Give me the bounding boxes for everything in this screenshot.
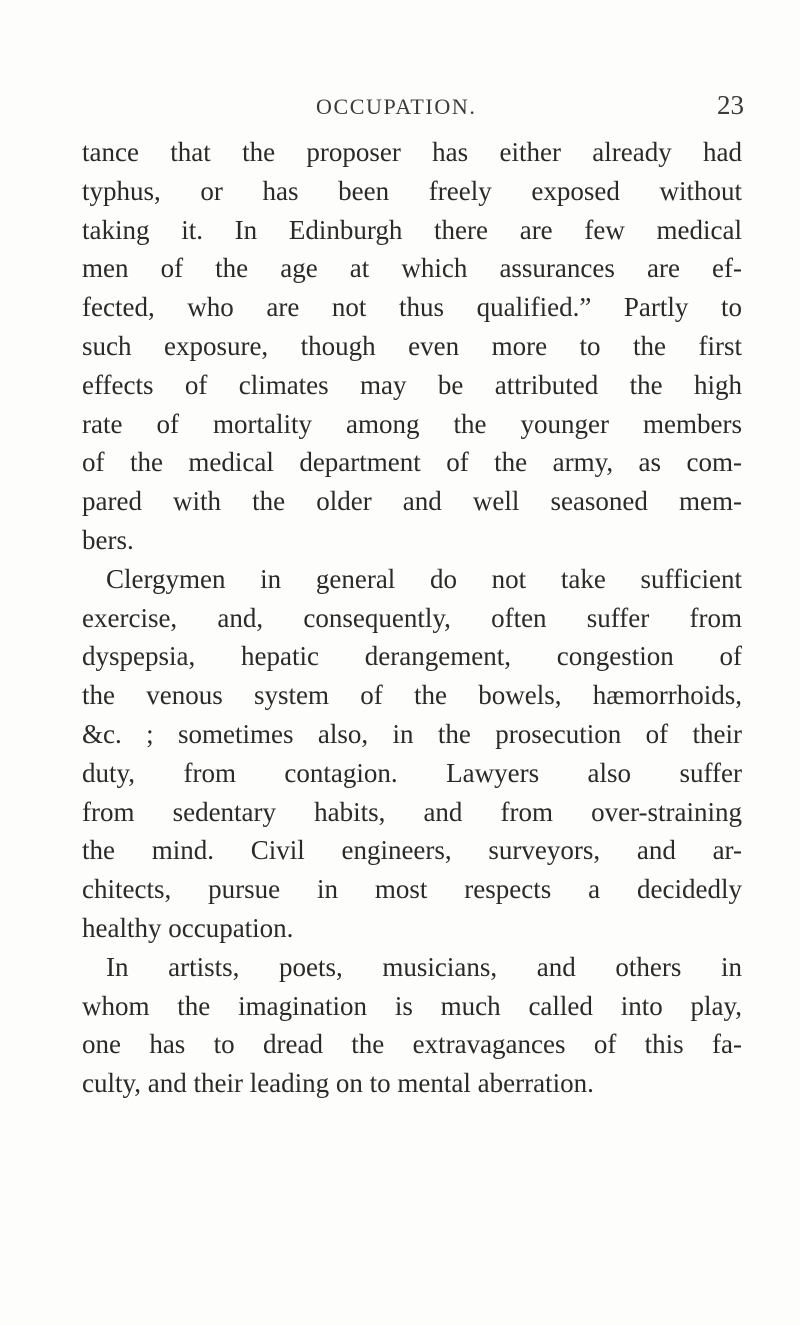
- text-line: taking it. In Edinburgh there are few medical: [82, 214, 742, 245]
- text-line: whom the imagination is much called into play,: [82, 990, 742, 1021]
- text-line: dyspepsia, hepatic derangement, congestion of: [82, 641, 742, 672]
- text-line: one has to dread the extravagances of this fa-: [82, 1029, 742, 1060]
- text-line: exercise, and, consequently, often suffer from: [82, 602, 742, 633]
- paragraph-artists: [82, 948, 742, 1103]
- text-line: duty, from contagion. Lawyers also suffer: [82, 757, 742, 788]
- text-line: typhus, or has been freely exposed without: [82, 175, 742, 206]
- text-line: In artists, poets, musicians, and others in: [106, 951, 742, 982]
- page-number: 23: [717, 90, 744, 120]
- paragraph-continued: [82, 133, 742, 560]
- text-line: the venous system of the bowels, hæmorrhoids,: [82, 680, 742, 711]
- text-line: of the medical department of the army, as com-: [82, 447, 742, 478]
- body-text: [82, 133, 742, 1103]
- text-line: the mind. Civil engineers, surveyors, and ar-: [82, 835, 742, 866]
- running-head: [0, 92, 800, 122]
- text-line: &c. ; sometimes also, in the prosecution of their: [82, 718, 742, 749]
- text-line: culty, and their leading on to mental aberration.: [82, 1068, 594, 1099]
- text-line: tance that the proposer has either already had: [82, 137, 742, 167]
- text-line: men of the age at which assurances are ef-: [82, 253, 742, 284]
- text-line: rate of mortality among the younger members: [82, 408, 742, 439]
- text-line: healthy occupation.: [82, 912, 294, 943]
- text-line: bers.: [82, 524, 134, 555]
- text-line: chitects, pursue in most respects a decidedly: [82, 874, 742, 905]
- text-line: effects of climates may be attributed the high: [82, 369, 742, 400]
- paragraph-clergymen: [82, 560, 742, 948]
- text-line: pared with the older and well seasoned mem-: [82, 486, 742, 517]
- running-title: OCCUPATION.: [316, 94, 477, 119]
- text-line: such exposure, though even more to the first: [82, 330, 742, 361]
- text-line: from sedentary habits, and from over-straining: [82, 796, 742, 827]
- text-line: fected, who are not thus qualified.” Partly to: [82, 292, 742, 323]
- text-line: Clergymen in general do not take sufficient: [106, 563, 742, 594]
